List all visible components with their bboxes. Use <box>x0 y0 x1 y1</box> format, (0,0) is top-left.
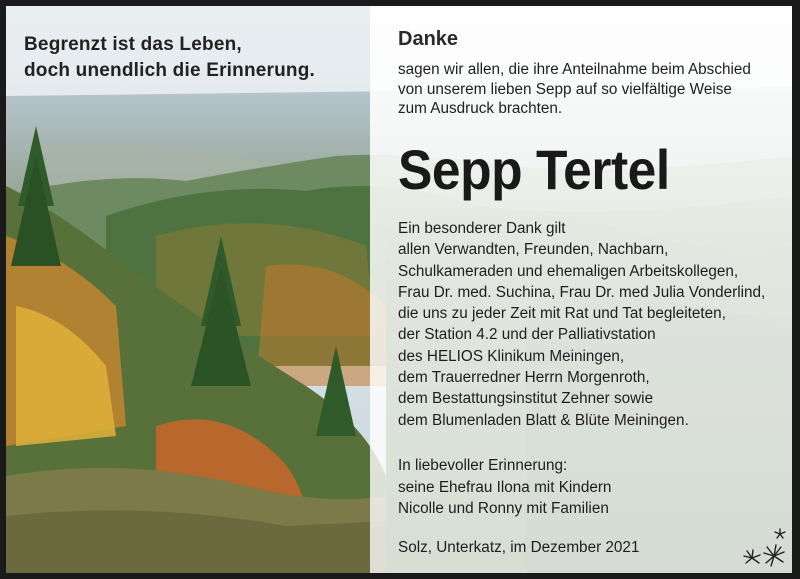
decorative-flower-icon <box>736 526 792 570</box>
ack-line: allen Verwandten, Freunden, Nachbarn, <box>398 241 669 259</box>
intro-line: sagen wir allen, die ihre Anteilnahme beim Abschied <box>398 61 751 78</box>
intro-line: von unserem lieben Sepp auf so vielfältige Weise <box>398 80 732 98</box>
ack-line: Schulkameraden und ehemaligen Arbeitskollegen, <box>398 262 739 280</box>
ack-line: des HELIOS Klinikum Meiningen, <box>398 347 625 365</box>
obituary-card <box>6 6 792 573</box>
signer-line: seine Ehefrau Ilona mit Kindern <box>398 478 612 496</box>
signer-line: In liebevoller Erinnerung: <box>398 457 568 474</box>
ack-line: dem Blumenladen Blatt & Blüte Meiningen. <box>398 411 689 429</box>
ack-line: Ein besonderer Dank gilt <box>398 220 566 237</box>
ack-line: dem Bestattungsinstitut Zehner sowie <box>398 390 654 408</box>
acknowledgements <box>398 218 783 431</box>
ack-line: Frau Dr. med. Suchina, Frau Dr. med Julia Vonderlind, <box>398 283 766 301</box>
ack-line: der Station 4.2 und der Palliativstation <box>398 326 656 344</box>
memorial-motto <box>24 32 364 84</box>
thanks-text-column <box>398 6 783 573</box>
signers <box>398 455 783 520</box>
intro-line: zum Ausdruck brachten. <box>398 100 563 117</box>
deceased-name: Sepp Tertel <box>398 138 670 201</box>
place-and-date: Solz, Unterkatz, im Dezember 2021 <box>398 539 640 556</box>
motto-line: doch unendlich die Erinnerung. <box>24 60 316 81</box>
signer-line: Nicolle und Ronny mit Familien <box>398 500 609 517</box>
thanks-heading: Danke <box>398 28 459 50</box>
thanks-intro <box>398 60 783 119</box>
ack-line: die uns zu jeder Zeit mit Rat und Tat begleiteten, <box>398 305 726 323</box>
ack-line: dem Trauerredner Herrn Morgenroth, <box>398 369 650 387</box>
motto-line: Begrenzt ist das Leben, <box>24 34 242 55</box>
